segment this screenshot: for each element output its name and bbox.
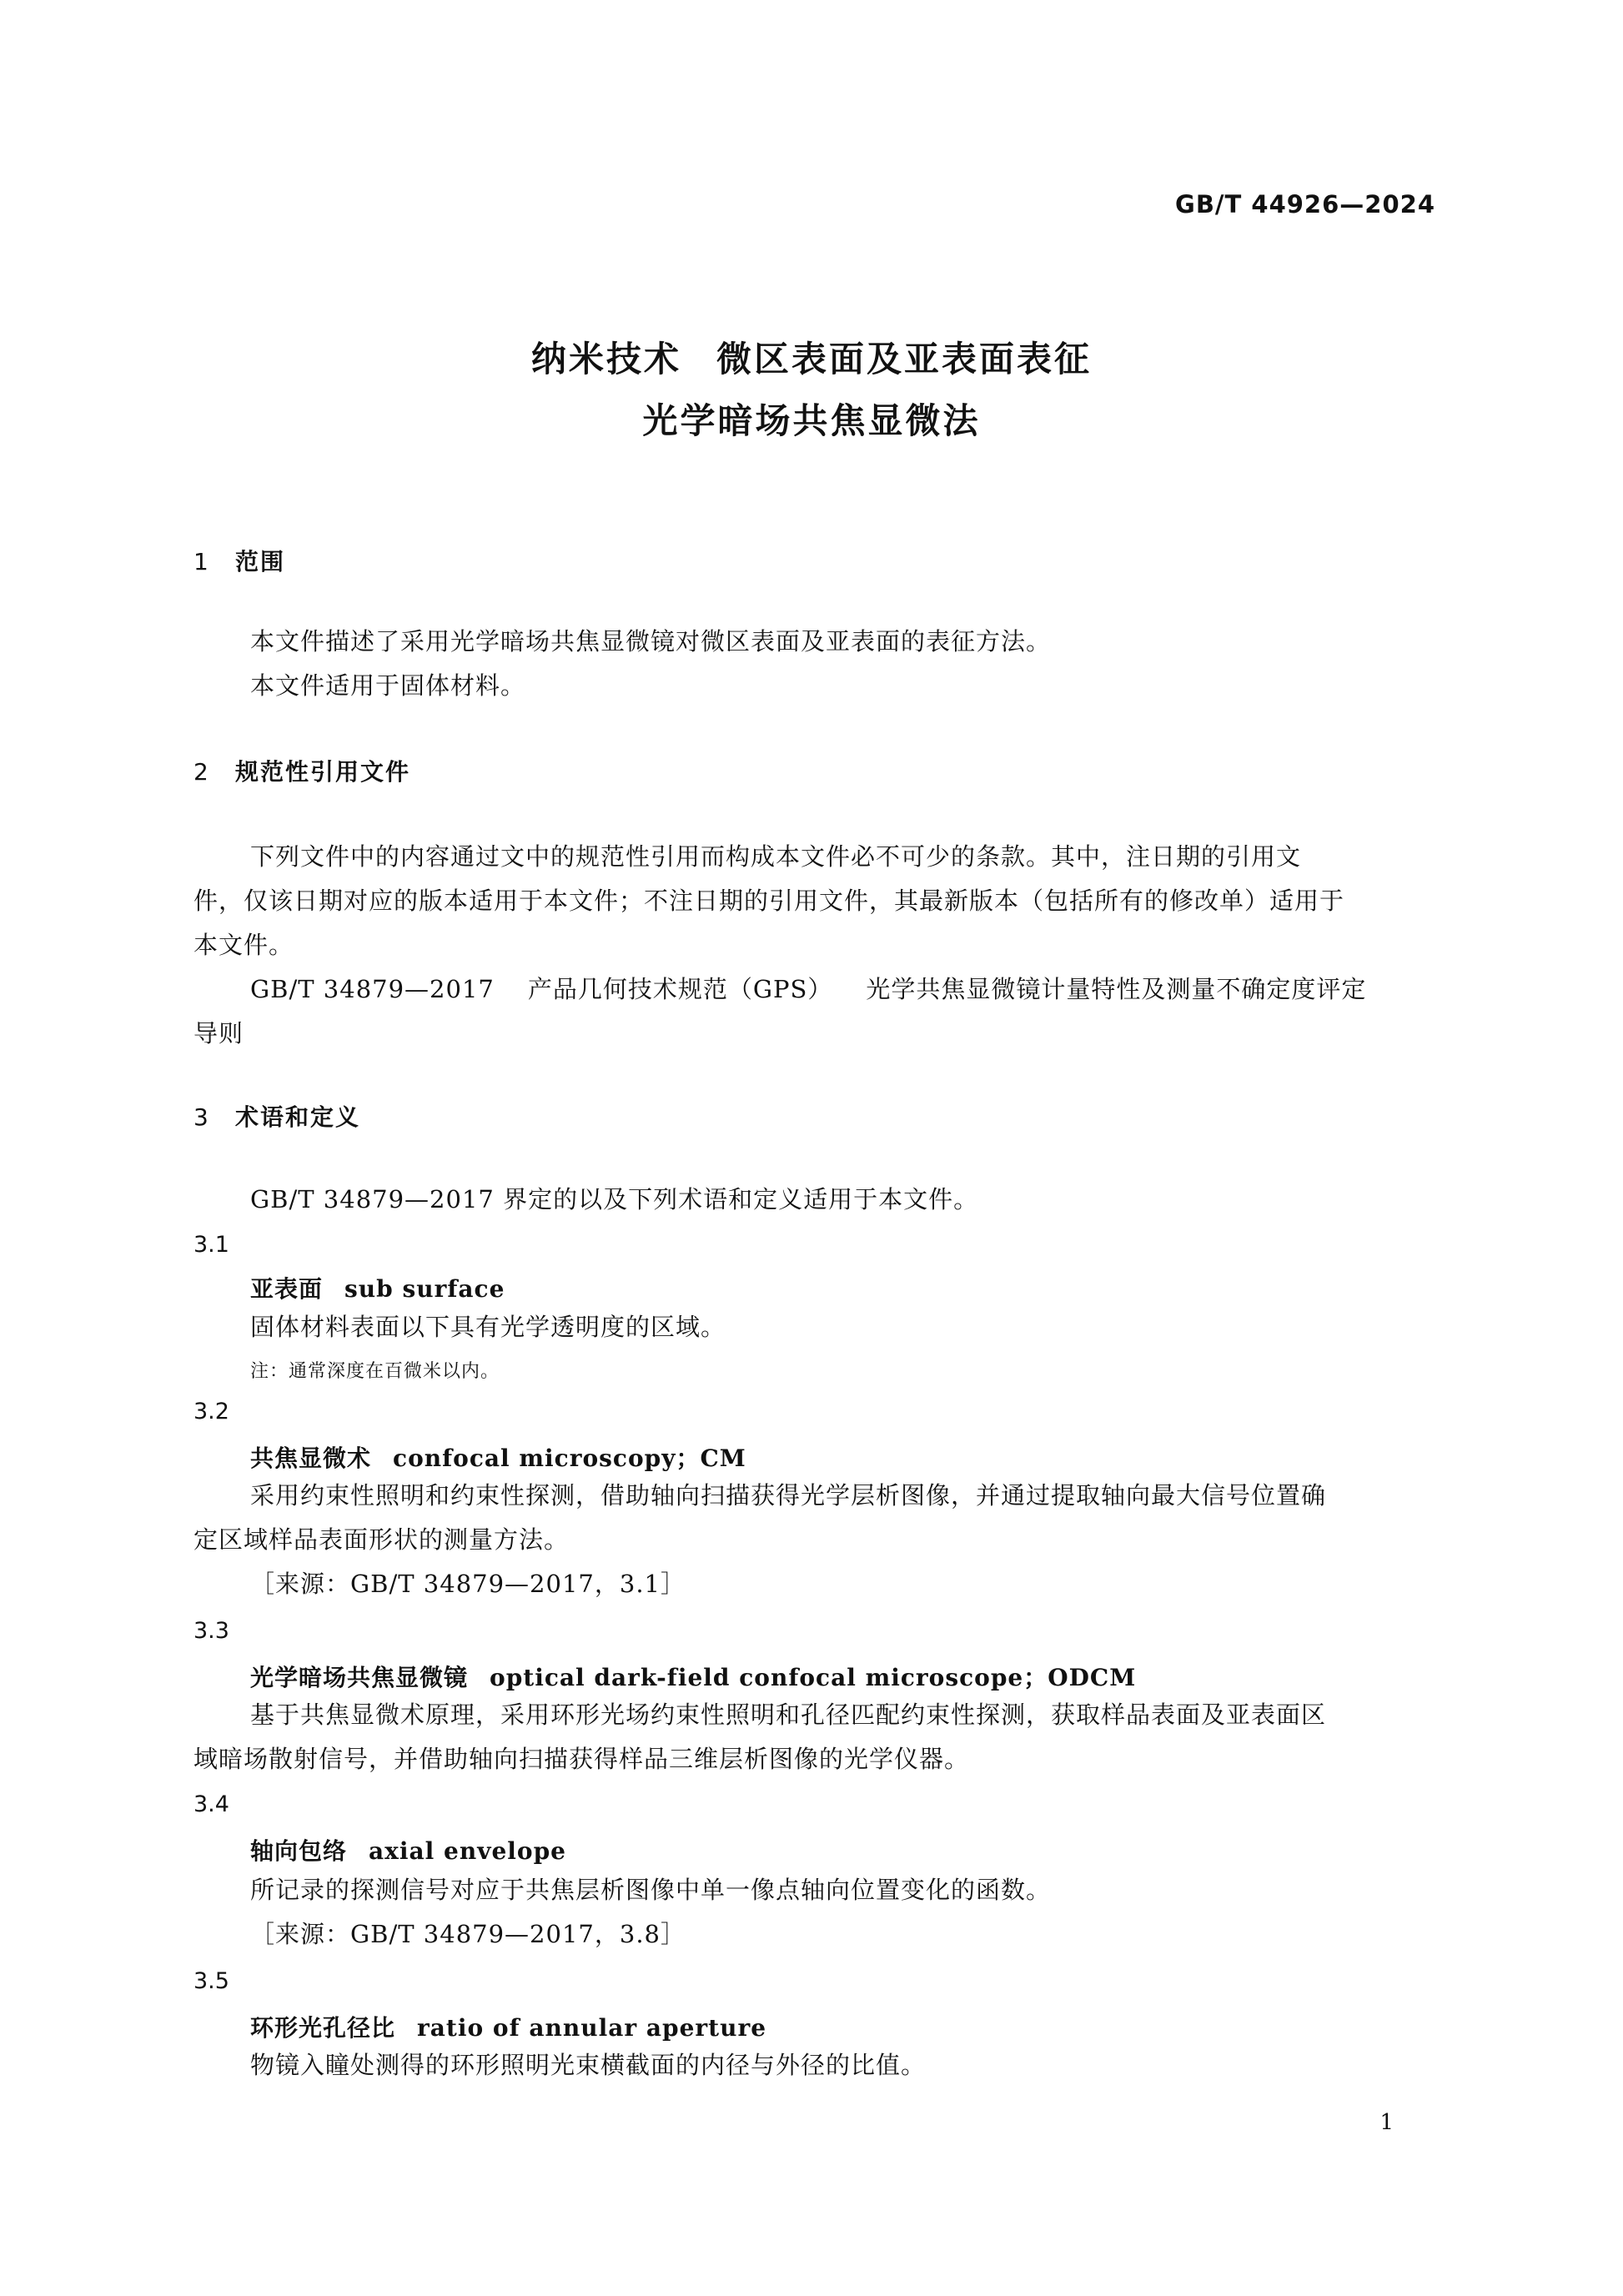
term-definition-line: 域暗场散射信号，并借助轴向扫描获得样品三维层析图像的光学仪器。 xyxy=(193,1745,970,1773)
term-definition: 所记录的探测信号对应于共焦层析图像中单一像点轴向位置变化的函数。 xyxy=(250,1876,1052,1904)
term-english: ratio of annular aperture xyxy=(417,2014,767,2042)
term-english: confocal microscopy；CM xyxy=(393,1444,746,1472)
term-entry xyxy=(250,1440,746,1474)
term-definition-line: 定区域样品表面形状的测量方法。 xyxy=(193,1525,570,1554)
page-number: 1 xyxy=(1379,2110,1394,2135)
term-entry xyxy=(250,2010,766,2043)
term-number: 3.4 xyxy=(193,1791,229,1817)
term-definition: 物镜入瞳处测得的环形照明光束横截面的内径与外径的比值。 xyxy=(250,2051,927,2079)
paragraph: 本文件描述了采用光学暗场共焦显微镜对微区表面及亚表面的表征方法。 xyxy=(250,627,1052,656)
section-number: 1 xyxy=(193,548,210,575)
document-title-line-2: 光学暗场共焦显微法 xyxy=(642,400,981,441)
term-number: 3.3 xyxy=(193,1618,229,1644)
section-title: 规范性引用文件 xyxy=(235,758,411,786)
term-source: ［来源：GB/T 34879—2017，3.8］ xyxy=(250,1920,686,1948)
term-entry xyxy=(250,1271,505,1304)
term-chinese: 共焦显微术 xyxy=(250,1444,372,1472)
term-chinese: 环形光孔径比 xyxy=(250,2014,396,2042)
paragraph-line: 件，仅该日期对应的版本适用于本文件；不注日期的引用文件，其最新版本（包括所有的修改单）适用于 xyxy=(193,887,1345,915)
section-number: 3 xyxy=(193,1103,210,1131)
reference-title: 产品几何技术规范（GPS） xyxy=(527,975,833,1003)
term-english: sub surface xyxy=(344,1275,505,1303)
term-english: axial envelope xyxy=(369,1837,566,1865)
term-definition-line: 基于共焦显微术原理，采用环形光场约束性照明和孔径匹配约束性探测，获取样品表面及亚表面区 xyxy=(250,1701,1327,1729)
term-number: 3.1 xyxy=(193,1232,229,1258)
term-chinese: 亚表面 xyxy=(250,1275,324,1303)
paragraph-line: 本文件。 xyxy=(193,931,294,959)
section-title: 范围 xyxy=(235,548,286,575)
term-chinese: 光学暗场共焦显微镜 xyxy=(250,1664,469,1691)
term-definition-line: 采用约束性照明和约束性探测，借助轴向扫描获得光学层析图像，并通过提取轴向最大信号位置确 xyxy=(250,1481,1327,1510)
term-english: optical dark-field confocal microscope；ODCM xyxy=(490,1664,1137,1691)
reference-title: 光学共焦显微镜计量特性及测量不确定度评定 xyxy=(866,975,1367,1003)
reference-code: GB/T 34879—2017 xyxy=(250,975,495,1003)
normative-reference xyxy=(193,967,1431,1012)
section-heading-2 xyxy=(193,754,410,787)
term-chinese: 轴向包络 xyxy=(250,1837,348,1865)
paragraph: 本文件适用于固体材料。 xyxy=(250,671,526,700)
title-part-1: 纳米技术 xyxy=(530,339,681,379)
title-part-2: 微区表面及亚表面表征 xyxy=(716,339,1093,379)
section-title: 术语和定义 xyxy=(235,1103,361,1131)
section-heading-3 xyxy=(193,1099,360,1133)
term-source: ［来源：GB/T 34879—2017，3.1］ xyxy=(250,1570,686,1598)
term-entry xyxy=(250,1660,1136,1693)
document-title-line-1 xyxy=(0,332,1623,382)
paragraph-line: 下列文件中的内容通过文中的规范性引用而构成本文件必不可少的条款。其中，注日期的引用文 xyxy=(250,842,1302,871)
reference-title-continued: 导则 xyxy=(193,1019,244,1048)
term-number: 3.2 xyxy=(193,1399,229,1424)
term-number: 3.5 xyxy=(193,1968,229,1994)
paragraph: GB/T 34879—2017 界定的以及下列术语和定义适用于本文件。 xyxy=(250,1185,979,1213)
term-entry xyxy=(250,1833,566,1866)
section-number: 2 xyxy=(193,758,210,786)
term-definition: 固体材料表面以下具有光学透明度的区域。 xyxy=(250,1313,726,1341)
section-heading-1 xyxy=(193,544,285,577)
document-code: GB/T 44926—2024 xyxy=(1175,190,1435,219)
term-note: 注：通常深度在百微米以内。 xyxy=(250,1361,500,1382)
